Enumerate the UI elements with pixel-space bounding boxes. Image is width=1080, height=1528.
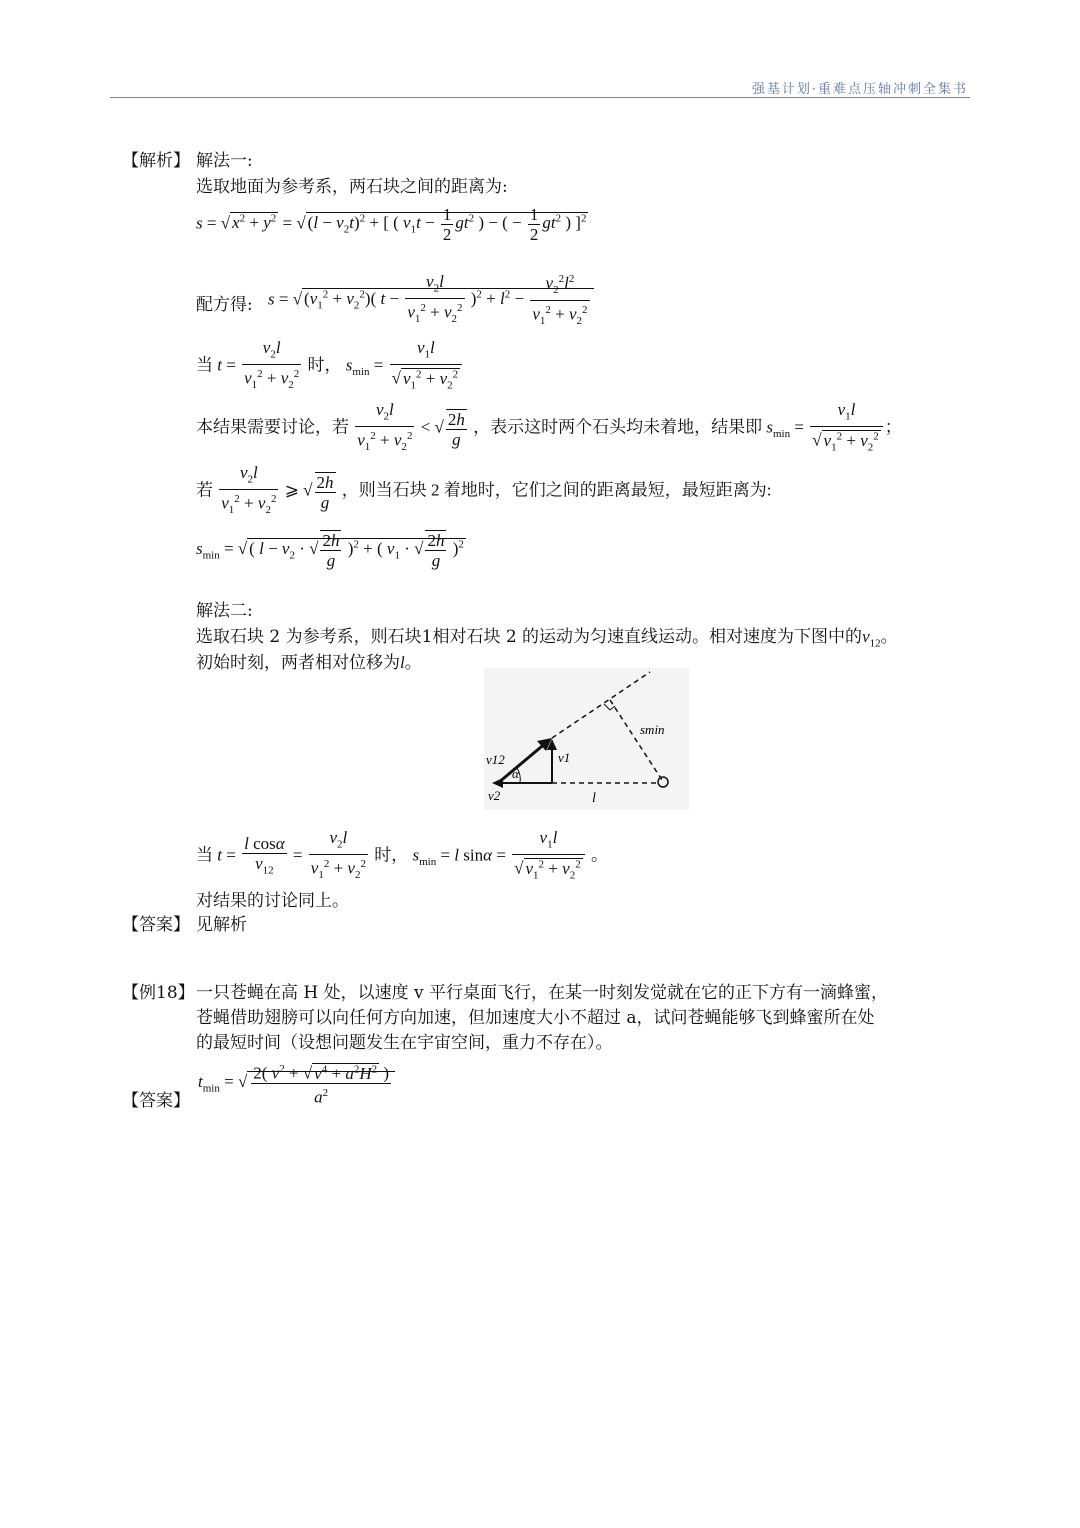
- method1-line1: 选取地面为参考系，两石块之间的距离为:: [196, 177, 508, 197]
- method2-title: 解法二:: [196, 601, 253, 621]
- relative-motion-figure: [484, 668, 689, 810]
- method1-title: 解法一:: [196, 151, 253, 171]
- method2-line1: 选取石块 2 为参考系，则石块1相对石块 2 的运动为匀速直线运动。相对速度为下图中的$v_{12}$。: [196, 627, 898, 650]
- alpha-label: α: [512, 766, 519, 781]
- complete-square-label: 配方得:: [196, 295, 253, 315]
- v2-label: v2: [488, 788, 501, 803]
- answer1-tag: 【答案】: [122, 915, 190, 935]
- complete-square-formula: s = √ $(v_1^2 + v_2^2)$( t − $\frac{v_2l}{v_1^2 + v_2^2}$ )$^2 + l^2$ − $\frac{v_2^2l^2}{v_1^2 + v_2^2}$: [268, 270, 594, 331]
- answer1-text: 见解析: [196, 915, 247, 935]
- result-line: 对结果的讨论同上。: [196, 891, 349, 911]
- method2-result-formula: 当 t = $\frac{\text{l cosα}}{v_{12}}$ = $\frac{v_2l}{v_1^2 + v_2^2}$ 时， $s_{min} = l$ sinα = $\frac{v_1l}{√ v_1^2 + v_2^2}$ 。: [196, 828, 608, 882]
- running-header: 强基计划·重难点压轴冲刺全集书: [751, 82, 968, 97]
- discussion-2: 若 $\frac{v_2l}{v_1^2 + v_2^2}$ ⩾ √ $\frac{2h}{g}$ ，则当石块 2 着地时，它们之间的距离最短，最短距离为:: [196, 463, 772, 517]
- method2-line2: 初始时刻，两者相对位移为l。: [196, 653, 422, 673]
- v12-label: v12: [486, 752, 505, 767]
- example18-tag: 【例18】: [122, 983, 195, 1003]
- analysis-tag: 【解析】: [122, 151, 190, 171]
- l-label: l: [592, 791, 596, 806]
- example18-line1: 一只苍蝇在高 H 处，以速度 v 平行桌面飞行，在某一时刻发觉就在它的正下方有一滴蜂蜜，: [196, 983, 889, 1003]
- figure-background: [484, 668, 689, 810]
- min-time-formula: 当 t = $\frac{v_2l}{v_1^2 + v_2^2}$ 时， $s_{min}$ = $\frac{v_1l}{√ v_1^2 + v_2^2}$: [196, 338, 464, 395]
- header-divider: [110, 97, 970, 98]
- discussion-1: 本结果需要讨论，若 $\frac{v_2l}{v_1^2 + v_2^2}$ < √ $\frac{2h}{g}$ ，表示这时两个石头均未着地，结果即 $s_{min}$ = $\frac{v_1l}{√ v_1^2 + v_2^2}$ ；: [196, 400, 902, 454]
- smin-landed-formula: $s_{min}$ = √ ( $l - v_2$ · √ $\frac{2h}{g}$ )$^2$ + ( $v_1$ · √ $\frac{2h}{g}$ )$^2$: [196, 531, 464, 570]
- answer2-tag: 【答案】: [122, 1091, 190, 1111]
- smin-label: smin: [640, 722, 665, 737]
- example18-line2: 苍蝇借助翅膀可以向任何方向加速，但加速度大小不超过 a，试问苍蝇能够飞到蜂蜜所在处: [196, 1008, 875, 1028]
- distance-formula: s = √ $x^2 + y^2$ = √ $(l - v_2t)^2$ + [ ( $v_1t$ − $\frac{1}{2}$ $gt^2$ ) − ( − $\frac{1}{2}$ $gt^2$ ) ]$^2$: [196, 205, 587, 244]
- example18-line3: 的最短时间（设想问题发生在宇宙空间，重力不存在）。: [196, 1033, 613, 1053]
- v1-label: v1: [558, 750, 571, 765]
- answer2-formula: $t_{min}$ = √ $\frac{2( v^2 + √ v^4 + a^2H^2 )}{a^2}$: [198, 1060, 395, 1106]
